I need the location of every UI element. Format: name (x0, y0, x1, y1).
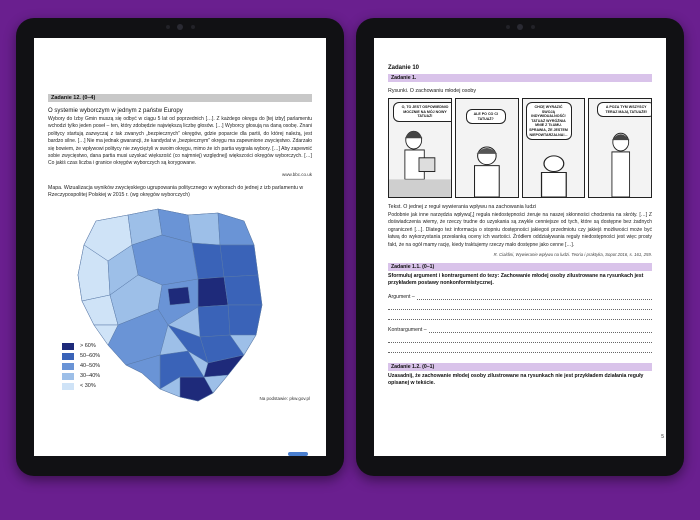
map-caption: Mapa. Wizualizacja wyników zwycięskiego ugrupowania politycznego w wyborach do jednej z izb parlamentu w Rzeczypospolitej Polskiej w 2015 r. (wg okręgów wyborczych) (48, 184, 304, 198)
task1-header: Zadanie 1. (388, 74, 652, 82)
comic-panel (388, 98, 452, 198)
argument-field[interactable] (388, 294, 652, 300)
legend-swatch (62, 363, 74, 370)
subtask-2-question: Uzasadnij, że zachowanie młodej osoby zilustrowane na rysunkach nie jest przykładem działania reguły opisanej w tekście. (388, 373, 644, 387)
legend-label: 50–60% (80, 353, 101, 360)
legend-swatch (62, 373, 74, 380)
sensor-dot (191, 25, 195, 29)
legend-item (62, 363, 100, 370)
subtask-1-header: Zadanie 1.1. (0–1) (388, 263, 652, 271)
subtask-1-question: Sformułuj argument i kontrargument do tezy: Zachowanie młodej osoby zilustrowane na rysunkach jest przykładem postawy nonkonformistycznej. (388, 273, 644, 287)
legend-label: > 60% (80, 343, 96, 350)
exam-page-right (374, 38, 666, 456)
page-number: 5 (661, 434, 664, 440)
task-title: Zadanie 10 (388, 65, 420, 71)
map-source: Na podstawie: pkw.gov.pl (259, 395, 310, 401)
text-label: Tekst. O jednej z reguł wywierania wpływu na zachowania ludzi (388, 204, 537, 210)
speech-bubble: CHCĘ WYRAZIĆ SWOJĄ INDYWIDUALNOŚĆ! TATUAŻ WYRÓŻNIA MNIE Z TŁUMU. SPRAWIA, ŻE JESTEM NIEPOWTARZALNA!... (526, 102, 572, 140)
right-screen[interactable] (374, 38, 666, 456)
legend-label: 30–40% (80, 373, 101, 380)
legend-item (62, 383, 100, 390)
speech-bubble: A POZA TYM WSZYSCY TERAZ MAJĄ TATUAŻE! (597, 102, 652, 117)
answer-line (429, 327, 652, 333)
section-title: Zadanie 12. (0–4) (48, 94, 312, 102)
counterargument-label: Kontrargument – (388, 327, 427, 334)
comic-panel (588, 98, 652, 198)
subtask-2-header: Zadanie 1.2. (0–1) (388, 363, 652, 371)
argument-label: Argument – (388, 294, 415, 301)
legend-swatch (62, 383, 74, 390)
legend-item (62, 353, 100, 360)
map-legend (62, 343, 100, 393)
front-camera (517, 24, 523, 30)
right-tablet (356, 18, 684, 476)
article-body: Wybory do Izby Gmin muszą się odbyć w ciągu 5 lat od poprzednich […]. Z każdego okręgu do [tej izby] parlamentu wchodzi tylko jeden poseł – ten, który zdobędzie największą liczbę głosów. […] Wyborcy głosują na daną osobę. Znani politycy startują zazwyczaj z tak zwanych „bezpiecznych” okręgów, gdzie poparcie dla partii, do której należą, jest bardzo silne. […] Nie ma jednak gwarancji, że kandydat w „bezpiecznym” okręgu ma zapewnione zwycięstwo. Zdarzało się bowiem, że wpływowi politycy nie zwyciężyli w swoim okręgu, mimo że ich partia wygrała wybory. […] Aby zapewnić sobie zwycięstwo, dana partia musi uzyskać większość (co najmniej) względnej) większości okręgów wyborczych. […] Co jakiś czas liczba i granice okręgów wyborczych są korygowane. (48, 116, 313, 167)
comic-panel (455, 98, 519, 198)
sensor-dot (506, 25, 510, 29)
poland-map (48, 205, 310, 405)
sensor-dot (531, 25, 535, 29)
legend-swatch (62, 353, 74, 360)
comic-label: Rysunki. O zachowaniu młodej osoby (388, 88, 477, 94)
answer-line[interactable] (388, 310, 652, 320)
comic-panel (522, 98, 586, 198)
legend-item (62, 373, 100, 380)
exam-page-left (34, 38, 326, 456)
front-camera (177, 24, 183, 30)
speech-bubble: ALE PO CO CI TATUAŻ? (466, 109, 506, 124)
left-tablet (16, 18, 344, 476)
answer-line (417, 294, 652, 300)
scroll-indicator[interactable] (288, 452, 308, 456)
comic-strip (388, 98, 652, 198)
left-screen[interactable] (34, 38, 326, 456)
answer-line[interactable] (388, 300, 652, 310)
article-title: O systemie wyborczym w jednym z państw Europy (48, 108, 183, 114)
text-body: Podobnie jak inne narzędzia wpływu[,] reguła niedostępności żeruje na naszej skłonności chodzenia na skróty. […] Z doświadczenia wiemy, że rzeczy trudne do uzyskania są zwykle cenniejsze od tych, które są dostępne bez żadnych ograniczeń […]. Dlatego też informacja o stopniu dostępności jakiegoś przedmiotu czy jakiejś możliwości może być łatwą do wykorzystania przesłanką oceny ich wartości. Źródłem oddziaływania reguły niedostępności jest więc prosty fakt, że na ogół mamy rację, kiedy traktujemy rzeczy mało dostępne jako cenne […]. (388, 212, 652, 248)
sensor-dot (166, 25, 170, 29)
article-source: www.bbc.co.uk (281, 171, 312, 177)
legend-swatch (62, 343, 74, 350)
citation: R. Cialdini, Wywieranie wpływu na ludzi. Teoria i praktyka, Sopot 2016, s. 161, 259. (493, 252, 652, 258)
legend-label: 40–50% (80, 363, 101, 370)
legend-item (62, 343, 100, 350)
answer-line[interactable] (388, 333, 652, 343)
speech-bubble: O, TO JEST OSPOWIEDNIO MOCZNIE NA MÓJ NOWY TATUAŻ! (393, 102, 452, 122)
legend-label: < 30% (80, 383, 96, 390)
answer-line[interactable] (388, 343, 652, 353)
